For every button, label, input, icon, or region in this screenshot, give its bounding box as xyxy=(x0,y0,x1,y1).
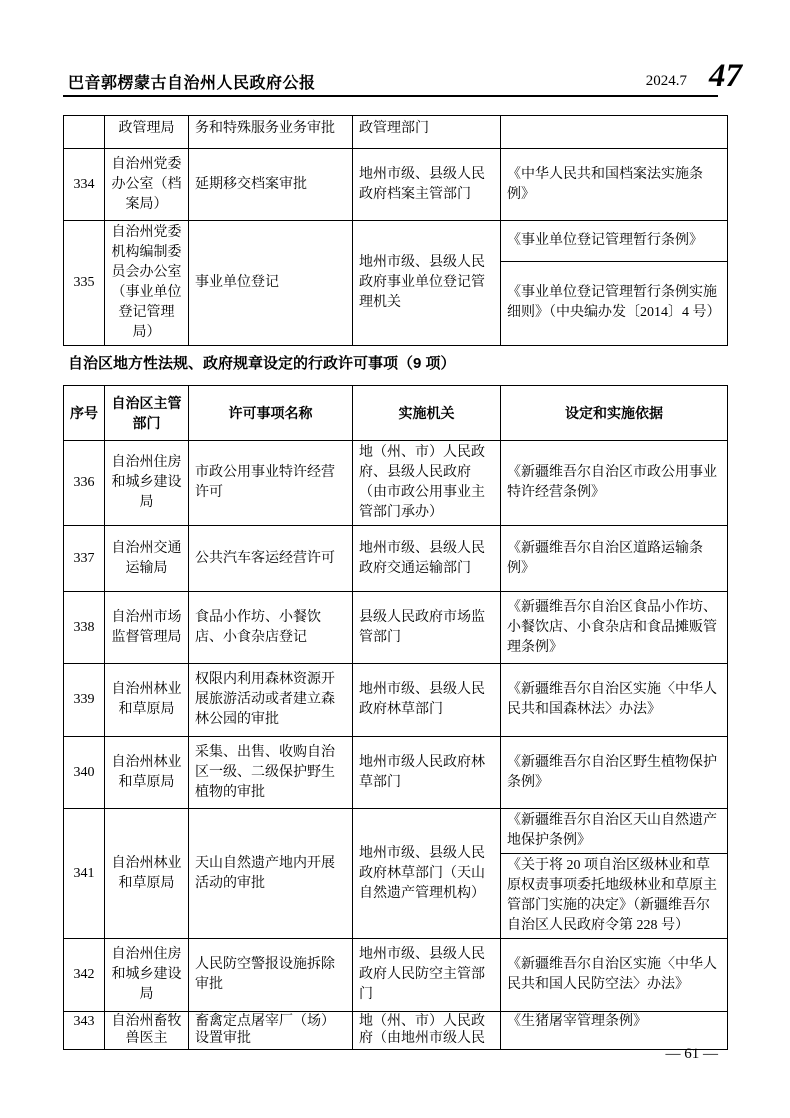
cell-legal-basis: 《事业单位登记管理暂行条例》 xyxy=(501,221,728,262)
header-department: 自治区主管部门 xyxy=(105,386,189,441)
cell-department: 自治州住房和城乡建设局 xyxy=(105,939,189,1012)
cell-serial: 336 xyxy=(64,441,105,526)
cell-serial: 340 xyxy=(64,737,105,809)
cell-implementing-org: 县级人民政府市场监管部门 xyxy=(353,592,501,664)
cell-serial: 343 xyxy=(64,1012,105,1050)
cell-legal-basis: 《新疆维吾尔自治区实施〈中华人民共和国森林法〉办法》 xyxy=(501,664,728,737)
cell-item-name: 事业单位登记 xyxy=(189,221,353,346)
cell-serial: 337 xyxy=(64,526,105,592)
cell-implementing-org: 地州市级、县级人民政府档案主管部门 xyxy=(353,149,501,221)
cell-serial: 335 xyxy=(64,221,105,346)
permit-table-continued xyxy=(63,115,728,346)
table-row xyxy=(64,441,728,526)
header-implementing-org: 实施机关 xyxy=(353,386,501,441)
cell-implementing-org: 地（州、市）人民政府、县级人民政府（由市政公用事业主管部门承办） xyxy=(353,441,501,526)
cell-department: 自治州市场监督管理局 xyxy=(105,592,189,664)
cell-legal-basis: 《生猪屠宰管理条例》 xyxy=(501,1012,728,1050)
page-number: — 61 — xyxy=(665,1046,718,1062)
cell-department: 自治州党委办公室（档案局） xyxy=(105,149,189,221)
cell-department: 自治州畜牧兽医主 xyxy=(105,1012,189,1050)
cell-implementing-org: 地州市级、县级人民政府林草部门（天山自然遗产管理机构） xyxy=(353,809,501,939)
issue-number: 47 xyxy=(709,58,742,94)
cell-item-name: 采集、出售、收购自治区一级、二级保护野生植物的审批 xyxy=(189,737,353,809)
cell-item-name: 畜禽定点屠宰厂（场）设置审批 xyxy=(189,1012,353,1050)
cell-item-name: 人民防空警报设施拆除审批 xyxy=(189,939,353,1012)
cell-department: 自治州住房和城乡建设局 xyxy=(105,441,189,526)
masthead-title: 巴音郭楞蒙古自治州人民政府公报 xyxy=(68,75,316,92)
table-row xyxy=(64,737,728,809)
header-rule xyxy=(63,95,718,97)
cell-serial: 342 xyxy=(64,939,105,1012)
table-row xyxy=(64,664,728,737)
table-row xyxy=(64,592,728,664)
header-item-name: 许可事项名称 xyxy=(189,386,353,441)
cell-legal-basis: 《新疆维吾尔自治区野生植物保护条例》 xyxy=(501,737,728,809)
issue-date: 2024.7 xyxy=(645,73,687,89)
cell-serial: 341 xyxy=(64,809,105,939)
section-title: 自治区地方性法规、政府规章设定的行政许可事项（9 项） xyxy=(68,355,456,372)
cell-implementing-org: 地州市级、县级人民政府交通运输部门 xyxy=(353,526,501,592)
cell-serial xyxy=(64,116,105,149)
cell-legal-basis: 《中华人民共和国档案法实施条例》 xyxy=(501,149,728,221)
cell-legal-basis: 《关于将 20 项自治区级林业和草原权责事项委托地级林业和草原主管部门实施的决定》（新疆维吾尔自治区人民政府令第 228 号） xyxy=(501,854,728,939)
cell-legal-basis: 《新疆维吾尔自治区食品小作坊、小餐饮店、小食杂店和食品摊贩管理条例》 xyxy=(501,592,728,664)
cell-legal-basis: 《新疆维吾尔自治区实施〈中华人民共和国人民防空法〉办法》 xyxy=(501,939,728,1012)
cell-legal-basis: 《事业单位登记管理暂行条例实施细则》（中央编办发〔2014〕4 号） xyxy=(501,261,728,345)
cell-item-name: 市政公用事业特许经营许可 xyxy=(189,441,353,526)
cell-item-name: 公共汽车客运经营许可 xyxy=(189,526,353,592)
table-row xyxy=(64,149,728,221)
table-header-row xyxy=(64,386,728,441)
cell-serial: 339 xyxy=(64,664,105,737)
cell-department: 政管理局 xyxy=(105,116,189,149)
cell-serial: 334 xyxy=(64,149,105,221)
cell-department: 自治州交通运输局 xyxy=(105,526,189,592)
cell-serial: 338 xyxy=(64,592,105,664)
cell-legal-basis: 《新疆维吾尔自治区道路运输条例》 xyxy=(501,526,728,592)
cell-item-name: 食品小作坊、小餐饮店、小食杂店登记 xyxy=(189,592,353,664)
cell-item-name: 天山自然遗产地内开展活动的审批 xyxy=(189,809,353,939)
cell-implementing-org: 地州市级、县级人民政府林草部门 xyxy=(353,664,501,737)
cell-legal-basis xyxy=(501,116,728,149)
table-row xyxy=(64,116,728,149)
cell-legal-basis: 《新疆维吾尔自治区市政公用事业特许经营条例》 xyxy=(501,441,728,526)
table-row xyxy=(64,809,728,854)
table-row xyxy=(64,1012,728,1050)
cell-item-name: 权限内利用森林资源开展旅游活动或者建立森林公园的审批 xyxy=(189,664,353,737)
cell-implementing-org: 政管理部门 xyxy=(353,116,501,149)
cell-department: 自治州林业和草原局 xyxy=(105,664,189,737)
cell-item-name: 务和特殊服务业务审批 xyxy=(189,116,353,149)
cell-department: 自治州林业和草原局 xyxy=(105,737,189,809)
cell-implementing-org: 地州市级人民政府林草部门 xyxy=(353,737,501,809)
cell-implementing-org: 地州市级、县级人民政府人民防空主管部门 xyxy=(353,939,501,1012)
header-serial: 序号 xyxy=(64,386,105,441)
cell-department: 自治州党委机构编制委员会办公室（事业单位登记管理局） xyxy=(105,221,189,346)
cell-implementing-org: 地州市级、县级人民政府事业单位登记管理机关 xyxy=(353,221,501,346)
cell-department: 自治州林业和草原局 xyxy=(105,809,189,939)
table-row xyxy=(64,939,728,1012)
table-row xyxy=(64,221,728,262)
table-row xyxy=(64,526,728,592)
cell-item-name: 延期移交档案审批 xyxy=(189,149,353,221)
cell-legal-basis: 《新疆维吾尔自治区天山自然遗产地保护条例》 xyxy=(501,809,728,854)
permit-table-main xyxy=(63,385,728,1050)
cell-implementing-org: 地（州、市）人民政府（由地州市级人民 xyxy=(353,1012,501,1050)
header-legal-basis: 设定和实施依据 xyxy=(501,386,728,441)
